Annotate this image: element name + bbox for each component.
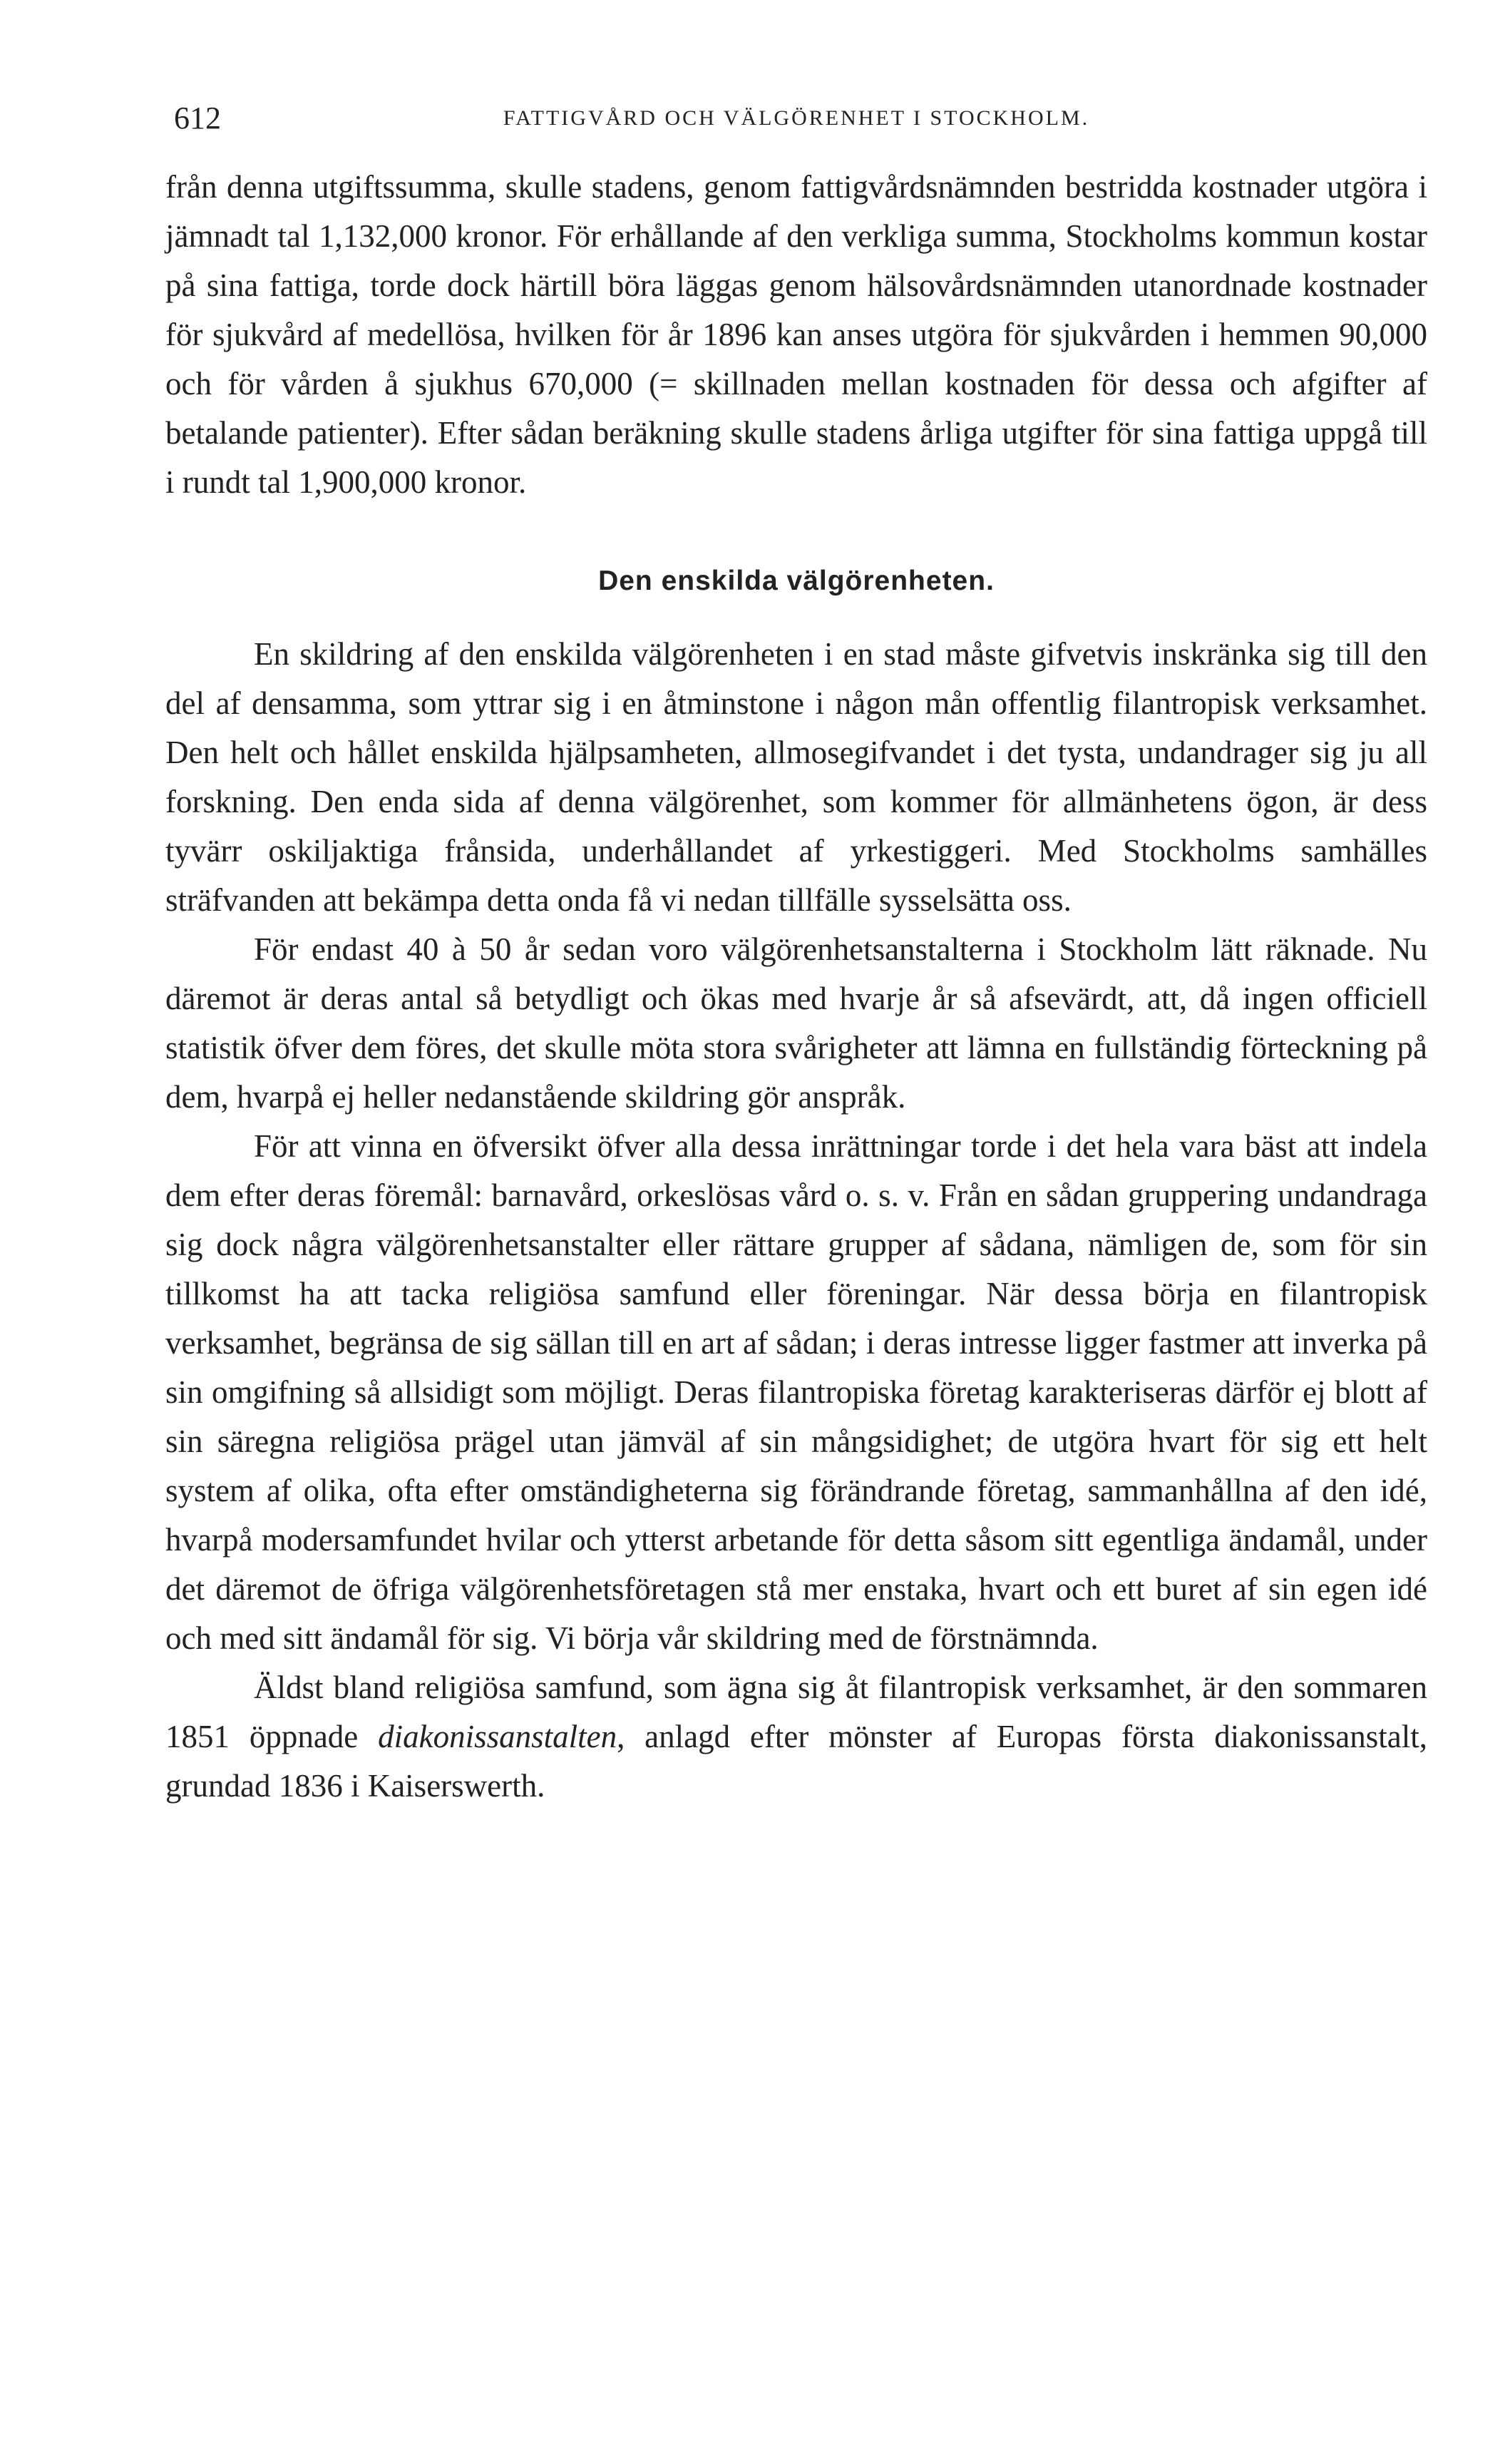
paragraph-text-end: , anlagd efter mönster af Europas första diakonissanstalt, grundad 1836 i Kaiserswerth.: [165, 1719, 1428, 1804]
paragraph-text-start: Äldst bland religiösa samfund, som ägna sig åt filantropisk verksamhet, är den sommaren 1851 öppnade: [165, 1670, 1427, 1754]
body-text: [165, 163, 1427, 1811]
paragraph: För endast 40 à 50 år sedan voro välgörenhetsanstalterna i Stockholm lätt räknade. Nu däremot är deras antal så betydligt och ökas med hvarje år så afsevärdt, att, då ingen officiell statistik öfver dem föres, det skulle möta stora svårigheter att lämna en fullständig förteckning på dem, hvarpå ej heller nedanstående skildring gör anspråk.: [165, 931, 1427, 1115]
paragraph-last: [165, 1663, 1427, 1811]
page-header: [165, 97, 1427, 140]
running-title: FATTIGVÅRD OCH VÄLGÖRENHET I STOCKHOLM.: [503, 106, 1090, 130]
paragraph: För att vinna en öfversikt öfver alla dessa inrättningar torde i det hela vara bäst att indela dem efter deras föremål: barnavård, orkeslösas vård o. s. v. Från en sådan gruppering undandraga sig dock några välgörenhetsanstalter eller rättare grupper af sådana, nämligen de, som för sin tillkomst ha att tacka religiösa samfund eller föreningar. När dessa börja en filantropisk verksamhet, begränsa de sig sällan till en art af sådan; i deras intresse ligger fastmer att inverka på sin omgifning så allsidigt som möjligt. Deras filantropiska företag karakteriseras därför ej blott af sin säregna religiösa prägel utan jämväl af sin mångsidighet; de utgöra hvart för sig ett helt system af olika, ofta efter omständigheterna sig förändrande företag, sammanhållna af den idé, hvarpå modersamfundet hvilar och ytterst arbetande för detta såsom sitt egentliga ändamål, under det däremot de öfriga välgörenhetsföretagen stå mer enstaka, hvart och ett buret af sin egen idé och med sitt ändamål för sig. Vi börja vår skildring med de förstnämnda.: [165, 1128, 1427, 1656]
page-number: 612: [174, 101, 221, 136]
paragraph: En skildring af den enskilda välgörenheten i en stad måste gifvetvis inskränka sig till den del af densamma, som yttrar sig i en åtminstone i någon mån offentlig filantropisk verksamhet. Den helt och hållet enskilda hjälpsamheten, allmosegifvandet i det tysta, undandrager sig ju all forskning. Den enda sida af denna välgörenhet, som kommer för allmänhetens ögon, är dess tyvärr oskiljaktiga frånsida, underhållandet af yrkestiggeri. Med Stockholms samhälles sträfvanden att bekämpa detta onda få vi nedan tillfälle sysselsätta oss.: [165, 636, 1427, 918]
paragraph-continuation: från denna utgiftssumma, skulle stadens, genom fattigvårdsnämnden bestridda kostnader utgöra i jämnadt tal 1,132,000 kronor. För erhållande af den verkliga summa, Stockholms kommun kostar på sina fattiga, torde dock härtill böra läggas genom hälsovårdsnämnden utanordnade kostnader för sjukvård af medellösa, hvilken för år 1896 kan anses utgöra för sjukvården i hemmen 90,000 och för vården å sjukhus 670,000 (= skillnaden mellan kostnaden för dessa och afgifter af betalande patienter). Efter sådan beräkning skulle stadens årliga utgifter för sina fattiga uppgå till i rundt tal 1,900,000 kronor.: [165, 169, 1427, 500]
section-heading: Den enskilda välgörenheten.: [598, 566, 995, 596]
italic-term: diakonissanstalten: [378, 1719, 617, 1754]
